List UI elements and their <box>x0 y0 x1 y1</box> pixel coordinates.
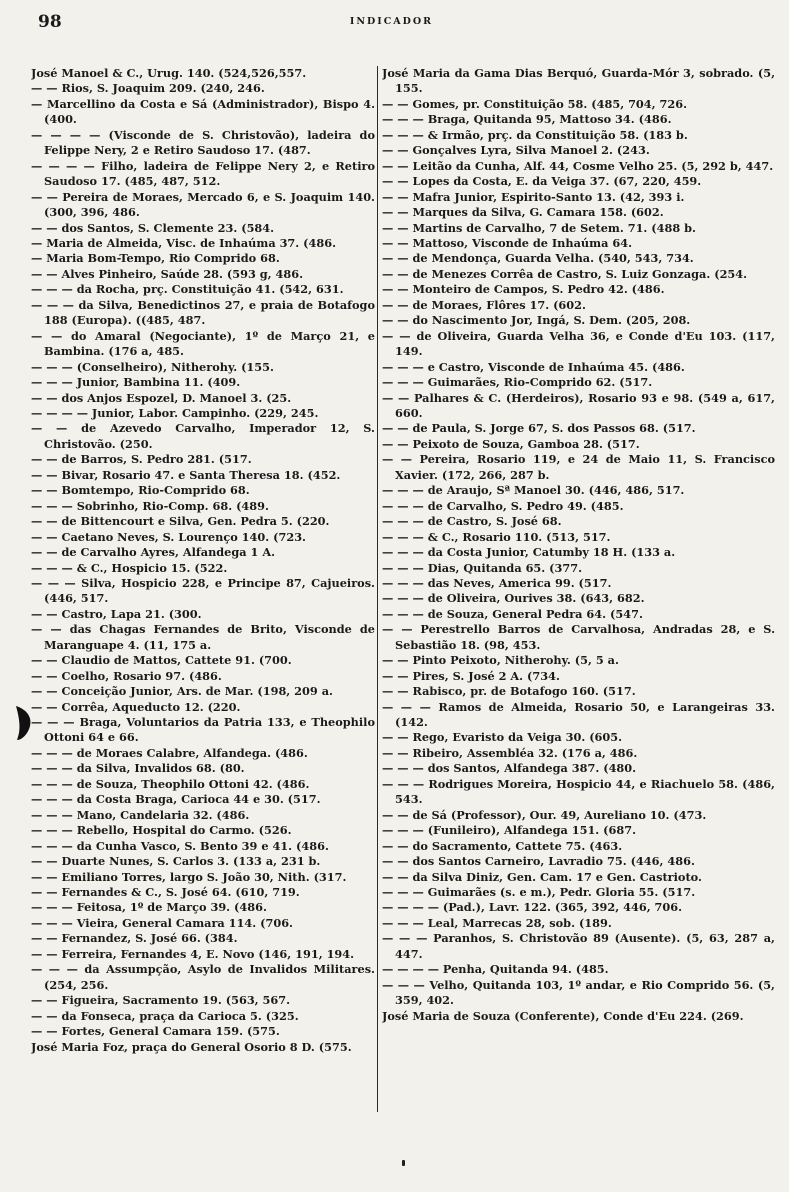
directory-entry: — — da Silva Diniz, Gen. Cam. 17 e Gen. Castrioto. <box>382 869 702 884</box>
directory-entry: — — Peixoto de Souza, Gamboa 28. (517. <box>382 436 640 451</box>
directory-entry: — — Figueira, Sacramento 19. (563, 567. <box>31 993 291 1008</box>
directory-entry: — — Rios, S. Joaquim 209. (240, 246. <box>31 81 265 96</box>
directory-entry: — — — — Penha, Quitanda 94. (485. <box>382 962 609 977</box>
directory-entry: — — Claudio de Mattos, Cattete 91. (700. <box>31 653 292 668</box>
directory-entry: — — Bivar, Rosario 47. e Santa Theresa 18. (452. <box>31 467 341 482</box>
directory-entry: — — — Velho, Quitanda 103, 1º andar, e Rio Comprido 56. (5, 359, 402. <box>382 977 775 1008</box>
directory-entry: — — Mattoso, Visconde de Inhaúma 64. <box>382 235 633 250</box>
directory-entry: — — de Azevedo Carvalho, Imperador 12, S. Christovão. (250. <box>31 421 375 451</box>
directory-entry: — — — da Silva, Benedictinos 27, e praia de Botafogo 188 (Europa). ((485, 487. <box>31 297 375 328</box>
right-column <box>382 66 775 1112</box>
directory-entry: — — — de Oliveira, Ourives 38. (643, 682. <box>382 591 645 606</box>
page-header <box>38 12 745 34</box>
directory-entry: — — Pereira de Moraes, Mercado 6, e S. Joaquim 140. (300, 396, 486. <box>31 189 375 220</box>
directory-entry: — — Palhares & C. (Herdeiros), Rosario 93 e 98. (549 a, 617, 660. <box>382 390 775 420</box>
directory-entry: — — Castro, Lapa 21. (300. <box>31 606 202 621</box>
directory-entry: — — Ferreira, Fernandes 4, E. Novo (146, 191, 194. <box>31 946 355 961</box>
directory-entry: — — — Rebello, Hospital do Carmo. (526. <box>31 823 292 838</box>
directory-entry: — — dos Anjos Espozel, D. Manoel 3. (25. <box>31 390 292 405</box>
directory-entry: — — — de Souza, Theophilo Ottoni 42. (486. <box>31 776 310 791</box>
directory-entry: — — — — (Pad.), Lavr. 122. (365, 392, 446, 706. <box>382 900 683 915</box>
directory-entry: — — — & Irmão, prç. da Constituição 58. (183 b. <box>382 127 688 142</box>
directory-entry: — — Pires, S. José 2 A. (734. <box>382 668 560 683</box>
directory-entry: José Maria de Souza (Conferente), Conde d'Eu 224. (269. <box>382 1008 744 1023</box>
directory-entry: — — — Paranhos, S. Christovão 89 (Ausente). (5, 63, 287 a, 447. <box>382 931 775 961</box>
directory-entry: — — — — Filho, ladeira de Felippe Nery 2, e Retiro Saudoso 17. (485, 487, 512. <box>31 158 375 189</box>
directory-entry: — — — da Assumpção, Asylo de Invalidos Militares. (254, 256. <box>31 962 375 992</box>
directory-entry: — — Gonçalves Lyra, Silva Manoel 2. (243. <box>382 143 650 158</box>
directory-entry: — — — (Conselheiro), Nitherohy. (155. <box>31 359 274 374</box>
left-column <box>31 66 375 1112</box>
directory-entry: — — Martins de Carvalho, 7 de Setem. 71. (488 b. <box>382 220 696 235</box>
directory-entry: — — — de Souza, General Pedra 64. (547. <box>382 606 643 621</box>
directory-entry: — — de Carvalho Ayres, Alfandega 1 A. <box>31 545 276 560</box>
directory-entry: — — Marques da Silva, G. Camara 158. (602. <box>382 205 664 220</box>
directory-entry: — — — das Neves, America 99. (517. <box>382 575 612 590</box>
directory-entry: — — Fernandez, S. José 66. (384. <box>31 931 238 946</box>
directory-entry: — — Fernandes & C., S. José 64. (610, 719. <box>31 885 300 900</box>
directory-entry: — — Alves Pinheiro, Saúde 28. (593 g, 486. <box>31 266 304 281</box>
directory-entry: — — Rabisco, pr. de Botafogo 160. (517. <box>382 684 636 699</box>
directory-entry: — — do Amaral (Negociante), 1º de Março 21, e Bambina. (176 a, 485. <box>31 328 375 359</box>
directory-entry: — — — Dias, Quitanda 65. (377. <box>382 560 583 575</box>
directory-entry: — — Pinto Peixoto, Nitherohy. (5, 5 a. <box>382 653 619 668</box>
directory-entry: — Maria de Almeida, Visc. de Inhaúma 37. (486. <box>31 235 337 250</box>
directory-entry: — — de Bittencourt e Silva, Gen. Pedra 5. (220. <box>31 514 330 529</box>
directory-entry: — — — dos Santos, Alfandega 387. (480. <box>382 761 637 776</box>
directory-entry: — — Conceição Junior, Ars. de Mar. (198, 209 a. <box>31 684 333 699</box>
directory-entry: — — — Braga, Voluntarios da Patria 133, e Theophilo Ottoni 64 e 66. <box>31 715 375 745</box>
running-title: INDICADOR <box>349 16 434 27</box>
directory-entry: — — Ribeiro, Assembléa 32. (176 a, 486. <box>382 745 638 760</box>
directory-entry: — — de Moraes, Flôres 17. (602. <box>382 297 586 312</box>
directory-entry: — — — Feitosa, 1º de Março 39. (486. <box>31 900 267 915</box>
directory-entry: — Marcellino da Costa e Sá (Administrador), Bispo 4. (400. <box>31 96 375 127</box>
directory-entry: — — — e Castro, Visconde de Inhaúma 45. (486. <box>382 359 685 374</box>
directory-entry: — — de Menezes Corrêa de Castro, S. Luiz Gonzaga. (254. <box>382 266 748 281</box>
page-number: 98 <box>38 12 62 32</box>
directory-entry: — — — da Silva, Invalidos 68. (80. <box>31 761 245 776</box>
directory-entry: — — — da Cunha Vasco, S. Bento 39 e 41. (486. <box>31 838 329 853</box>
directory-entry: — — — Rodrigues Moreira, Hospicio 44, e Riachuelo 58. (486, 543. <box>382 776 775 807</box>
directory-entry: — — — de Castro, S. José 68. <box>382 514 562 529</box>
directory-entry: — — — & C., Hospicio 15. (522. <box>31 560 228 575</box>
directory-entry: — — — Leal, Marrecas 28, sob. (189. <box>382 915 612 930</box>
directory-entry: — — — — Junior, Labor. Campinho. (229, 245. <box>31 405 319 420</box>
directory-entry: — — da Fonseca, praça da Carioca 5. (325. <box>31 1008 299 1023</box>
directory-entry: — — de Mendonça, Guarda Velha. (540, 543, 734. <box>382 251 694 266</box>
directory-entry: — — Fortes, General Camara 159. (575. <box>31 1024 280 1039</box>
directory-entry: — — Coelho, Rosario 97. (486. <box>31 668 222 683</box>
directory-entry: — — — da Rocha, prç. Constituição 41. (542, 631. <box>31 282 344 297</box>
directory-entry: — — — de Carvalho, S. Pedro 49. (485. <box>382 498 624 513</box>
directory-entry: — — — Sobrinho, Rio-Comp. 68. (489. <box>31 498 269 513</box>
directory-entry: — — Pereira, Rosario 119, e 24 de Maio 11, S. Francisco Xavier. (172, 266, 287 b. <box>382 452 775 482</box>
directory-entry: — — — da Costa Junior, Catumby 18 H. (133 a. <box>382 545 676 560</box>
directory-entry: — — — de Moraes Calabre, Alfandega. (486. <box>31 745 308 760</box>
column-divider <box>377 66 378 1112</box>
directory-entry: — — — Junior, Bambina 11. (409. <box>31 375 241 390</box>
directory-entry: — — do Nascimento Jor, Ingá, S. Dem. (205, 208. <box>382 313 691 328</box>
directory-entry: — — de Sá (Professor), Our. 49, Aureliano 10. (473. <box>382 807 707 822</box>
directory-entry: — — Gomes, pr. Constituição 58. (485, 704, 726. <box>382 96 688 111</box>
directory-entry: — — — Vieira, General Camara 114. (706. <box>31 915 293 930</box>
directory-entry: — — dos Santos, S. Clemente 23. (584. <box>31 220 275 235</box>
directory-entry: — — Rego, Evaristo da Veiga 30. (605. <box>382 730 623 745</box>
directory-entry: — Maria Bom-Tempo, Rio Comprido 68. <box>31 251 280 266</box>
directory-entry: — — — Guimarães (s. e m.), Pedr. Gloria 55. (517. <box>382 885 696 900</box>
directory-entry: — — Leitão da Cunha, Alf. 44, Cosme Velho 25. (5, 292 b, 447. <box>382 158 774 173</box>
directory-entry: — — — Ramos de Almeida, Rosario 50, e Larangeiras 33. (142. <box>382 699 775 730</box>
directory-entry: — — Caetano Neves, S. Lourenço 140. (723. <box>31 529 306 544</box>
directory-entry: — — — Silva, Hospicio 228, e Principe 87, Cajueiros. (446, 517. <box>31 575 375 606</box>
ink-speck <box>402 1160 405 1166</box>
directory-entry: — — Monteiro de Campos, S. Pedro 42. (486. <box>382 282 665 297</box>
directory-entry: — — Corrêa, Aqueducto 12. (220. <box>31 699 241 714</box>
directory-entry: — — — Mano, Candelaria 32. (486. <box>31 807 250 822</box>
directory-entry: José Maria da Gama Dias Berquó, Guarda-Mór 3, sobrado. (5, 155. <box>382 66 775 96</box>
directory-entry: — — — & C., Rosario 110. (513, 517. <box>382 529 611 544</box>
directory-entry: — — — de Araujo, Sª Manoel 30. (446, 486, 517. <box>382 483 685 498</box>
directory-entry: — — — da Costa Braga, Carioca 44 e 30. (517. <box>31 792 321 807</box>
directory-entry: — — de Barros, S. Pedro 281. (517. <box>31 452 252 467</box>
directory-entry: — — Perestrello Barros de Carvalhosa, Andradas 28, e S. Sebastião 18. (98, 453. <box>382 622 775 652</box>
page-damage-mark <box>14 704 34 742</box>
directory-entry: — — do Sacramento, Cattete 75. (463. <box>382 838 623 853</box>
directory-entry: — — dos Santos Carneiro, Lavradio 75. (446, 486. <box>382 854 695 869</box>
directory-entry: — — — Guimarães, Rio-Comprido 62. (517. <box>382 375 653 390</box>
directory-entry: José Manoel & C., Urug. 140. (524,526,557. <box>31 66 307 80</box>
directory-entry: — — Emiliano Torres, largo S. João 30, Nith. (317. <box>31 869 347 884</box>
directory-entry: — — — (Funileiro), Alfandega 151. (687. <box>382 823 637 838</box>
directory-entry: — — — — (Visconde de S. Christovão), ladeira do Felippe Nery, 2 e Retiro Saudoso 17. (487. <box>31 127 375 158</box>
directory-entry: — — Bomtempo, Rio-Comprido 68. <box>31 483 250 498</box>
directory-entry: — — das Chagas Fernandes de Brito, Visconde de Maranguape 4. (11, 175 a. <box>31 622 375 652</box>
directory-entry: — — — Braga, Quitanda 95, Mattoso 34. (486. <box>382 112 672 127</box>
directory-entry: — — de Oliveira, Guarda Velha 36, e Conde d'Eu 103. (117, 149. <box>382 328 775 359</box>
directory-entry: — — Duarte Nunes, S. Carlos 3. (133 a, 231 b. <box>31 854 321 869</box>
directory-entry: — — de Paula, S. Jorge 67, S. dos Passos 68. (517. <box>382 421 696 436</box>
directory-entry: — — Mafra Junior, Espirito-Santo 13. (42, 393 i. <box>382 189 685 204</box>
directory-entry: José Maria Foz, praça do General Osorio 8 D. (575. <box>31 1039 352 1054</box>
directory-entry: — — Lopes da Costa, E. da Veiga 37. (67, 220, 459. <box>382 174 702 189</box>
